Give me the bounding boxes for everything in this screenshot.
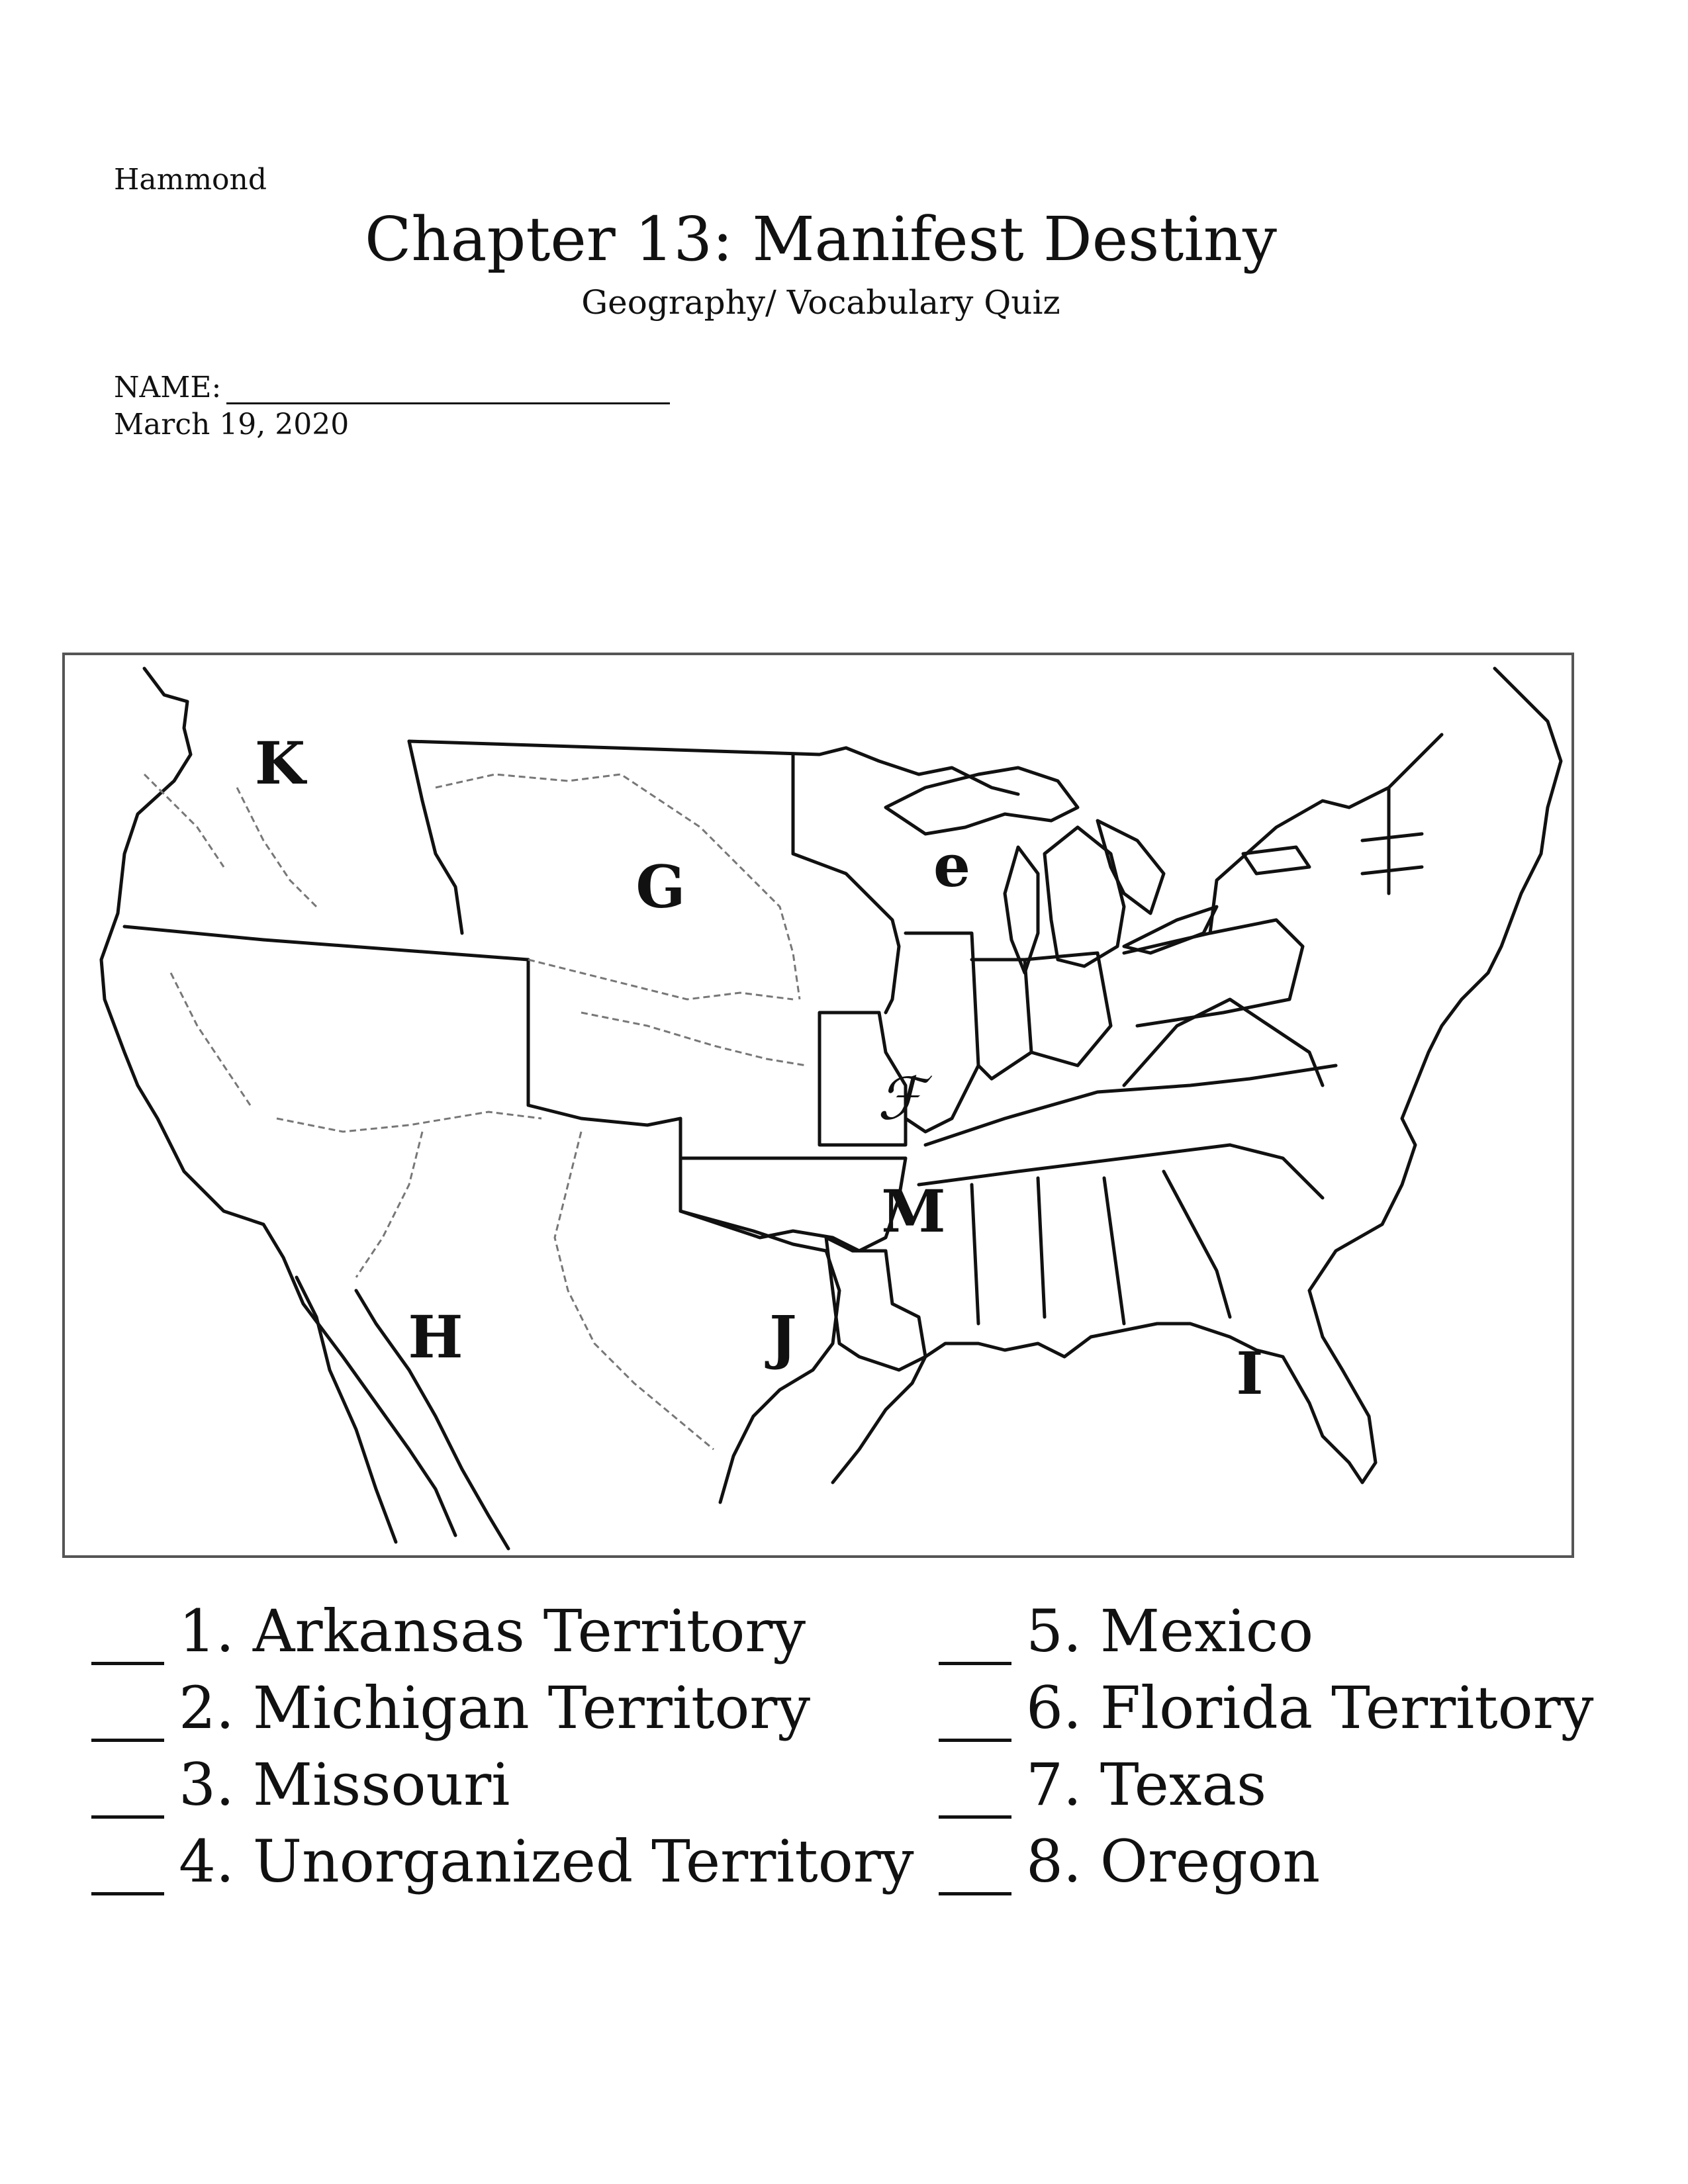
river-rio-grande: [555, 1132, 714, 1449]
answer-blank-7[interactable]: [939, 1769, 1011, 1819]
river-snake: [237, 788, 316, 907]
map-label-g: G: [635, 852, 686, 921]
answer-blank-8[interactable]: [939, 1846, 1011, 1895]
river-mexico-border: [277, 1112, 541, 1132]
ohio-east: [1025, 953, 1111, 1066]
answer-blank-3[interactable]: [91, 1769, 164, 1819]
question-column-left: [91, 1588, 914, 1895]
map-label-i: I: [1236, 1339, 1264, 1408]
new-england: [1349, 735, 1442, 893]
question-5: [939, 1588, 1593, 1665]
indiana-ohio: [972, 960, 1031, 1079]
oregon-south-line: [124, 927, 528, 960]
louisiana-purchase-west: [528, 960, 680, 1158]
question-3: [91, 1742, 914, 1819]
answer-blank-6[interactable]: [939, 1692, 1011, 1742]
texas-mexico-line: [680, 1211, 839, 1502]
question-4: [91, 1819, 914, 1895]
arkansas-box: [680, 1158, 906, 1251]
answer-blank-4[interactable]: [91, 1846, 164, 1895]
us-map: [62, 653, 1574, 1558]
lake-superior: [886, 768, 1078, 834]
name-field-row: [114, 371, 670, 404]
answer-blank-2[interactable]: [91, 1692, 164, 1742]
deep-south-lines: [972, 1171, 1230, 1324]
question-7: [939, 1742, 1593, 1819]
map-label-j: J: [769, 1302, 797, 1371]
teacher-name: Hammond: [114, 163, 267, 197]
river-columbia: [144, 774, 224, 867]
atlantic-coast: [1309, 668, 1561, 1337]
answer-blank-1[interactable]: [91, 1615, 164, 1665]
question-column-right: [939, 1588, 1593, 1895]
question-4-text: 4. Unorganized Territory: [179, 1827, 914, 1895]
lake-erie: [1124, 907, 1217, 953]
river-sierra: [171, 973, 250, 1105]
question-2: [91, 1665, 914, 1742]
lake-huron: [1098, 821, 1164, 913]
lake-ontario: [1243, 847, 1309, 874]
map-label-k: K: [254, 729, 306, 797]
tennessee-south: [919, 1145, 1230, 1185]
question-1-text: 1. Arkansas Territory: [179, 1597, 806, 1665]
map-label-h: H: [408, 1302, 463, 1371]
question-3-text: 3. Missouri: [179, 1751, 510, 1819]
question-6: [939, 1665, 1593, 1742]
map-label-f: ℱ: [877, 1064, 923, 1133]
louisiana: [826, 1238, 925, 1370]
question-7-text: 7. Texas: [1026, 1751, 1267, 1819]
michigan-lower: [1045, 827, 1124, 966]
coastline: [101, 668, 455, 1535]
page-subtitle: Geography/ Vocabulary Quiz: [581, 283, 1060, 322]
river-colorado: [356, 1132, 422, 1277]
question-5-text: 5. Mexico: [1026, 1597, 1314, 1665]
question-6-text: 6. Florida Territory: [1026, 1674, 1594, 1742]
name-field[interactable]: [226, 376, 670, 404]
question-1: [91, 1588, 914, 1665]
answer-blank-5[interactable]: [939, 1615, 1011, 1665]
question-8-text: 8. Oregon: [1026, 1827, 1321, 1895]
map-label-e: e: [933, 831, 970, 900]
question-8: [939, 1819, 1593, 1895]
quiz-date: March 19, 2020: [114, 408, 350, 441]
lake-michigan: [1005, 847, 1038, 973]
idaho-line: [409, 741, 462, 933]
map-label-m: M: [881, 1177, 946, 1246]
pennsylvania-newyork: [1124, 801, 1349, 1026]
question-2-text: 2. Michigan Territory: [179, 1674, 811, 1742]
virginia-carolina: [1124, 999, 1323, 1198]
river-missouri: [436, 774, 800, 999]
river-platte: [528, 960, 793, 999]
name-label: NAME:: [114, 371, 222, 404]
minnesota-line: [793, 754, 899, 1013]
page-title: Chapter 13: Manifest Destiny: [364, 204, 1278, 275]
river-arkansas: [581, 1013, 806, 1066]
gulf-coast: [833, 1324, 1376, 1482]
